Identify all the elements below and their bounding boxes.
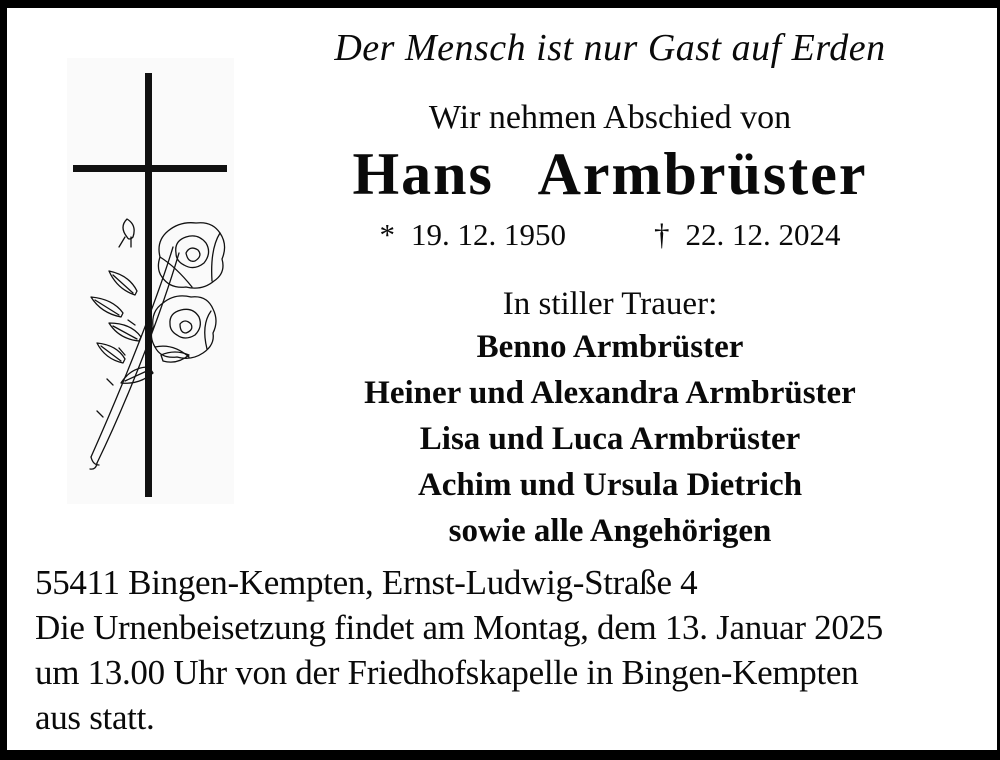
deceased-name: Hans Armbrüster bbox=[352, 141, 868, 207]
mourner-line: Benno Armbrüster bbox=[476, 329, 744, 365]
birth-date bbox=[380, 216, 567, 254]
notice-body bbox=[232, 8, 988, 554]
funeral-details bbox=[35, 560, 987, 740]
life-dates bbox=[232, 216, 988, 254]
death-date bbox=[654, 216, 841, 254]
death-date-value: 22. 12. 2024 bbox=[685, 217, 841, 252]
mourner-line: Achim und Ursula Dietrich bbox=[417, 467, 803, 503]
funeral-line: Die Urnenbeisetzung findet am Montag, dem 13. Januar 2025 bbox=[35, 608, 883, 647]
death-cross-symbol: † bbox=[654, 217, 670, 252]
address-line: 55411 Bingen-Kempten, Ernst-Ludwig-Straße 4 bbox=[35, 563, 698, 602]
mourner-line: Heiner und Alexandra Armbrüster bbox=[364, 375, 856, 411]
mourners-list bbox=[232, 324, 988, 554]
funeral-line: um 13.00 Uhr von der Friedhofskapelle in Bingen-Kempten bbox=[35, 653, 859, 692]
born-star-symbol: * bbox=[379, 217, 395, 252]
epigraph: Der Mensch ist nur Gast auf Erden bbox=[334, 27, 886, 69]
funeral-line: aus statt. bbox=[35, 698, 155, 737]
farewell-intro: Wir nehmen Abschied von bbox=[428, 99, 792, 136]
birth-date-value: 19. 12. 1950 bbox=[411, 217, 566, 252]
mourner-line: Lisa und Luca Armbrüster bbox=[419, 421, 801, 457]
mourner-line: sowie alle Angehörigen bbox=[448, 513, 772, 549]
cross-with-roses-illustration bbox=[65, 55, 237, 507]
mourning-heading: In stiller Trauer: bbox=[502, 286, 718, 322]
